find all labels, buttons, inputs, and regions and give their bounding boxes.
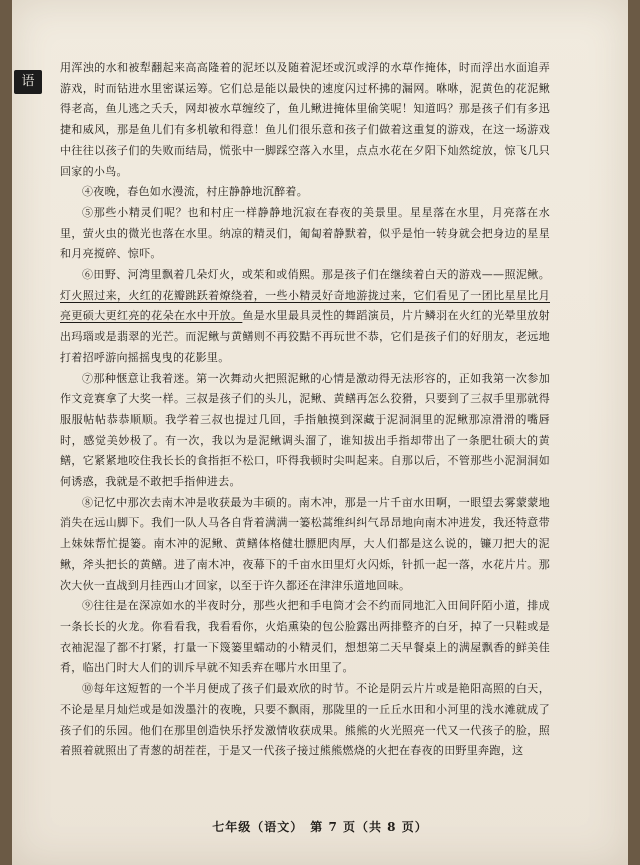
- subject-tab: 语: [14, 70, 42, 94]
- page-footer: 七年级（语文） 第 7 页（共 8 页）: [212, 820, 428, 834]
- paragraph-10: ⑩每年这短暂的一个半月便成了孩子们最欢欣的时节。不论是阴云片片或是艳阳高照的白天，不论是星月灿烂或是如泼墨汁的夜晚，只要不飘雨，那陇里的一丘丘水田和小河里的浅水滩就成了孩子们的乐园。他们在那里创造快乐抒发激情收获成果。熊熊的火光照亮一代又一代孩子的脸，照着照着就照出了青葱的胡茬茬，于是又一代孩子接过熊熊燃烧的火把在春夜的田野里奔跑，这: [60, 682, 550, 758]
- paragraph-7: ⑦那种惬意让我着迷。第一次舞动火把照泥鳅的心情是激动得无法形容的，正如我第一次参加作文竞赛拿了大奖一样。三叔是孩子们的头儿，泥鳅、黄鳝再怎么狡猾，只要到了三叔手里那就得服服帖帖恭恭顺顺。我学着三叔也提过几回，手指触摸到深藏于泥洞洞里的泥鳅那凉滑滑的嘴唇时，感觉美妙极了。有一次，我以为是泥鳅调头溜了，谁知拔出手指却带出了一条肥壮硕大的黄鳝，它紧紧地咬住我长长的食指拒不松口，吓得我顿时尖叫起来。自那以后，不管那些小泥洞洞如何诱惑，我就是不敢把手指伸进去。: [60, 371, 550, 489]
- paragraph-6: [60, 265, 550, 369]
- paragraph-6-lead: ⑥田野、河湾里飘着几朵灯火，或茱和或俏熙。那是孩子们在继续着白天的游戏——照泥鳅。: [82, 268, 550, 282]
- paragraph-4: ④夜晚，春色如水漫流，村庄静静地沉醉着。: [82, 185, 308, 199]
- underlined-sentence: 灯火照过来，火红的花瓣跳跃着燎绕着，一些小精灵好奇地游拢过来，它们看见了一团比星星比月亮更硕大更红亮的花朵在水中开放。: [60, 288, 550, 323]
- paragraph-6-rest: 鱼是水里最具灵性的舞蹈演员，片片鳞羽在火红的光晕里放射出玛瑙或是翡翠的光芒。而泥鳅与黄鳝则不再狡黠不再玩世不恭，它们是孩子们的好朋友，老远地打着招呼游向摇摇曳曳的花影里。: [60, 309, 550, 364]
- paragraph-5: ⑤那些小精灵们呢？也和村庄一样静静地沉寂在春夜的美景里。星星落在水里，月亮落在水里，萤火虫的微光也落在水里。纳凉的精灵们，匍匐着静默着，似乎是怕一转身就会把身边的星星和月亮搅碎、惊吓。: [60, 205, 550, 261]
- paragraph-continuation: 用浑浊的水和被犁翻起来高高隆着的泥坯以及随着泥坯或沉或浮的水草作掩体，时而浮出水面追弄游戏，时而钻进水里密谋运筹。它们总是能以最快的速度闪过杯拂的漏网。咻咻，泥黄色的花泥鳅得老高，鱼儿逃之夭夭，网却被水草缠绞了，鱼儿鳅进掩体里偷笑呢！知道吗？那是孩子们有多迅捷和威风，那是鱼儿们有多机敏和得意！鱼儿们很乐意和孩子们做着这重复的游戏，在这一场游戏中往往以孩子们的失败而结局，慌张中一脚踩空落入水里，点点水花在夕阳下灿然绽放，惊飞几只回家的小鸟。: [60, 61, 550, 178]
- paragraph-9: ⑨往往是在深凉如水的半夜时分，那些火把和手电筒才会不约而同地汇入田间阡陌小道，排成一条长长的火龙。你看看我，我看看你，火焰熏染的包公脸露出两排整齐的白牙，掉了一只鞋或是衣袖泥湿了都不打紧，打量一下篾篓里蠕动的小精灵们，想想第二天早餐桌上的满屋飘香的鲜美佳肴，临出门时大人们的训斥早就不知丢弃在哪片水田里了。: [60, 599, 550, 675]
- reading-passage: [60, 58, 550, 762]
- paragraph-8: ⑧记忆中那次去南木冲是收获最为丰硕的。南木冲，那是一片千亩水田啊，一眼望去雾蒙蒙地消失在远山脚下。我们一队人马各自背着满满一篓松蒿维纠纠气昂昂地向南木冲进发，我还特意带上妹妹帮忙提篓。南木冲的泥鳅、黄鳝体格健壮膘肥肉厚，大人们都是这么说的，镰刀把大的泥鳅，斧头把长的黄鳝。进了南木冲，夜幕下的千亩水田里灯火闪烁，针抓一起一落，水花片片。那次大伙一直战到月挂西山才回家，以至于许久都还在津津乐道地回味。: [60, 495, 550, 592]
